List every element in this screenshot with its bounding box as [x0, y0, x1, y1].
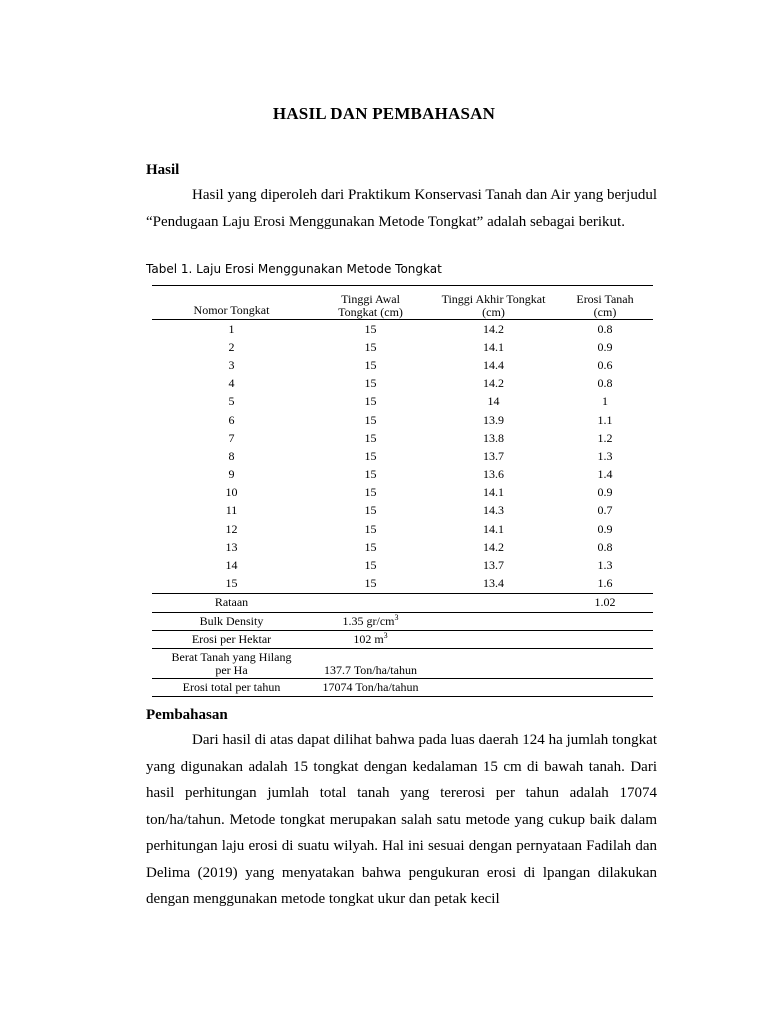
cell-tinggi-awal: 15	[364, 576, 377, 591]
cell-tinggi-akhir: 13.7	[483, 448, 504, 463]
cell-erosi-tanah: 0.8	[597, 321, 613, 336]
empty-cell	[557, 678, 653, 696]
cell-tinggi-akhir: 14.1	[483, 485, 504, 500]
paragraph-pembahasan-text: Dari hasil di atas dapat dilihat bahwa pada luas daerah 124 ha jumlah tongkat yang digunakan adalah 15 tongkat dengan kedalaman 15 cm di bawah tanah. Dari hasil perhitungan jumlah total tanah yang tererosi per tahun adalah 17074 ton/ha/tahun. Metode tongkat merupakan salah satu metode yang cukup baik dalam perhitungan laju erosi di suatu wilyah. Hal ini sesuai dengan pernyataan Fadilah dan Delima (2019) yang menyatakan bahwa pengukuran erosi di lpangan dilakukan dengan menggunakan metode tongkat ukur dan petak kecil	[146, 732, 657, 907]
berat-tanah-label-line2: per Ha	[215, 662, 248, 677]
bulk-density-value	[311, 612, 430, 630]
paragraph-pembahasan	[146, 727, 657, 913]
cell-tinggi-akhir: 13.4	[483, 576, 504, 591]
cell-tinggi-akhir: 13.9	[483, 412, 504, 427]
cell-tinggi-akhir: 14.1	[483, 521, 504, 536]
cell-tinggi-akhir: 14.2	[483, 539, 504, 554]
cell-tinggi-akhir: 13.7	[483, 558, 504, 573]
cell-erosi-tanah: 1.2	[597, 430, 613, 445]
cell-tinggi-akhir: 13.8	[483, 430, 504, 445]
header-erosi-tanah-line1: Erosi Tanah	[576, 292, 634, 306]
table-row	[152, 447, 653, 465]
cell-tinggi-akhir: 14.1	[483, 339, 504, 354]
berat-tanah-label-line1: Berat Tanah yang Hilang	[171, 649, 292, 664]
cell-tinggi-awal: 15	[364, 521, 377, 536]
cell-tinggi-awal: 15	[364, 339, 377, 354]
cell-tinggi-awal: 15	[364, 539, 377, 554]
cell-erosi-tanah: 1	[602, 394, 608, 409]
empty-cell	[430, 630, 557, 648]
cell-nomor-tongkat: 9	[228, 467, 235, 482]
cell-tinggi-awal: 15	[364, 430, 377, 445]
header-tinggi-akhir-line1: Tinggi Akhir Tongkat	[441, 292, 546, 306]
empty-cell	[430, 678, 557, 696]
table-row	[152, 520, 653, 538]
cell-nomor-tongkat: 13	[225, 539, 238, 554]
table-row	[152, 502, 653, 520]
header-erosi-tanah-line2: (cm)	[593, 305, 617, 319]
table-row	[152, 484, 653, 502]
paragraph-hasil	[146, 182, 657, 235]
header-tinggi-akhir	[430, 286, 557, 320]
table-row	[152, 429, 653, 447]
header-tinggi-awal-line2: Tongkat (cm)	[338, 305, 403, 319]
table-row	[152, 375, 653, 393]
cell-tinggi-akhir: 14.2	[483, 376, 504, 391]
cell-erosi-tanah: 0.7	[597, 503, 613, 518]
page-title: HASIL DAN PEMBAHASAN	[272, 104, 496, 123]
table-row-rataan	[152, 593, 653, 612]
cell-tinggi-awal: 15	[364, 503, 377, 518]
table-row	[152, 575, 653, 594]
table-row	[152, 356, 653, 374]
cell-nomor-tongkat: 11	[225, 503, 238, 518]
cell-tinggi-awal: 15	[364, 467, 377, 482]
cell-tinggi-akhir: 14.3	[483, 503, 504, 518]
erosi-hektar-value-text: 102 m	[353, 631, 384, 646]
cell-erosi-tanah: 0.8	[597, 539, 613, 554]
cell-nomor-tongkat: 3	[228, 357, 235, 372]
cell-tinggi-awal: 15	[364, 448, 377, 463]
berat-tanah-value: 137.7 Ton/ha/tahun	[311, 648, 430, 678]
rataan-label: Rataan	[152, 593, 311, 612]
bulk-density-sup: 3	[394, 612, 399, 622]
cell-erosi-tanah: 1.6	[597, 576, 613, 591]
bulk-density-label: Bulk Density	[152, 612, 311, 630]
table-row	[152, 393, 653, 411]
cell-tinggi-awal: 15	[364, 412, 377, 427]
empty-cell	[557, 648, 653, 678]
table-row-bulk-density	[152, 612, 653, 630]
erosi-total-value: 17074 Ton/ha/tahun	[311, 678, 430, 696]
cell-nomor-tongkat: 14	[225, 558, 238, 573]
cell-erosi-tanah: 0.6	[597, 357, 613, 372]
bulk-density-value-text: 1.35 gr/cm	[342, 613, 395, 628]
table-row	[152, 320, 653, 339]
cell-erosi-tanah: 0.9	[597, 485, 613, 500]
heading-pembahasan: Pembahasan	[146, 707, 228, 723]
table-row	[152, 466, 653, 484]
cell-nomor-tongkat: 4	[228, 376, 235, 391]
cell-nomor-tongkat: 8	[228, 448, 235, 463]
erosi-hektar-label: Erosi per Hektar	[152, 630, 311, 648]
cell-tinggi-awal: 15	[364, 357, 377, 372]
table-row-berat-tanah	[152, 648, 653, 678]
cell-nomor-tongkat: 5	[228, 394, 235, 409]
empty-cell	[311, 593, 430, 612]
cell-tinggi-awal: 15	[364, 394, 377, 409]
empty-cell	[430, 648, 557, 678]
table-row	[152, 411, 653, 429]
erosi-total-label: Erosi total per tahun	[152, 678, 311, 696]
cell-tinggi-awal: 15	[364, 321, 377, 336]
empty-cell	[557, 612, 653, 630]
berat-tanah-label	[152, 648, 311, 678]
cell-erosi-tanah: 0.9	[597, 521, 613, 536]
cell-nomor-tongkat: 2	[228, 339, 235, 354]
header-tinggi-awal-line1: Tinggi Awal	[341, 292, 400, 306]
cell-erosi-tanah: 1.3	[597, 558, 613, 573]
cell-tinggi-awal: 15	[364, 485, 377, 500]
empty-cell	[430, 593, 557, 612]
erosi-hektar-value	[311, 630, 430, 648]
table-row	[152, 338, 653, 356]
cell-tinggi-awal: 15	[364, 558, 377, 573]
cell-tinggi-akhir: 13.6	[483, 467, 504, 482]
header-tinggi-awal	[311, 286, 430, 320]
rataan-value: 1.02	[557, 593, 653, 612]
header-nomor-tongkat: Nomor Tongkat	[152, 286, 311, 320]
cell-erosi-tanah: 0.9	[597, 339, 613, 354]
table-row-erosi-hektar	[152, 630, 653, 648]
cell-erosi-tanah: 1.1	[597, 412, 613, 427]
header-tinggi-akhir-line2: (cm)	[482, 305, 505, 319]
table-caption: Tabel 1. Laju Erosi Menggunakan Metode Tongkat	[146, 262, 442, 276]
cell-tinggi-akhir: 14.4	[483, 357, 504, 372]
cell-tinggi-akhir: 14.2	[483, 321, 504, 336]
cell-erosi-tanah: 1.3	[597, 448, 613, 463]
table-row	[152, 538, 653, 556]
cell-nomor-tongkat: 10	[225, 485, 238, 500]
erosi-hektar-sup: 3	[383, 630, 388, 640]
cell-tinggi-akhir: 14	[487, 394, 500, 409]
header-erosi-tanah	[557, 286, 653, 320]
cell-nomor-tongkat: 6	[228, 412, 235, 427]
table-header-row	[152, 286, 653, 320]
empty-cell	[557, 630, 653, 648]
heading-hasil: Hasil	[146, 162, 180, 178]
table-row-erosi-total	[152, 678, 653, 696]
cell-erosi-tanah: 0.8	[597, 376, 613, 391]
cell-erosi-tanah: 1.4	[597, 467, 613, 482]
cell-nomor-tongkat: 7	[228, 430, 235, 445]
cell-tinggi-awal: 15	[364, 376, 377, 391]
empty-cell	[430, 612, 557, 630]
cell-nomor-tongkat: 15	[225, 576, 238, 591]
erosion-table	[152, 285, 653, 697]
cell-nomor-tongkat: 1	[228, 321, 235, 336]
paragraph-hasil-text: Hasil yang diperoleh dari Praktikum Konservasi Tanah dan Air yang berjudul “Pendugaan Laju Erosi Menggunakan Metode Tongkat” adalah sebagai berikut.	[146, 187, 657, 230]
cell-nomor-tongkat: 12	[225, 521, 238, 536]
table-row	[152, 556, 653, 574]
